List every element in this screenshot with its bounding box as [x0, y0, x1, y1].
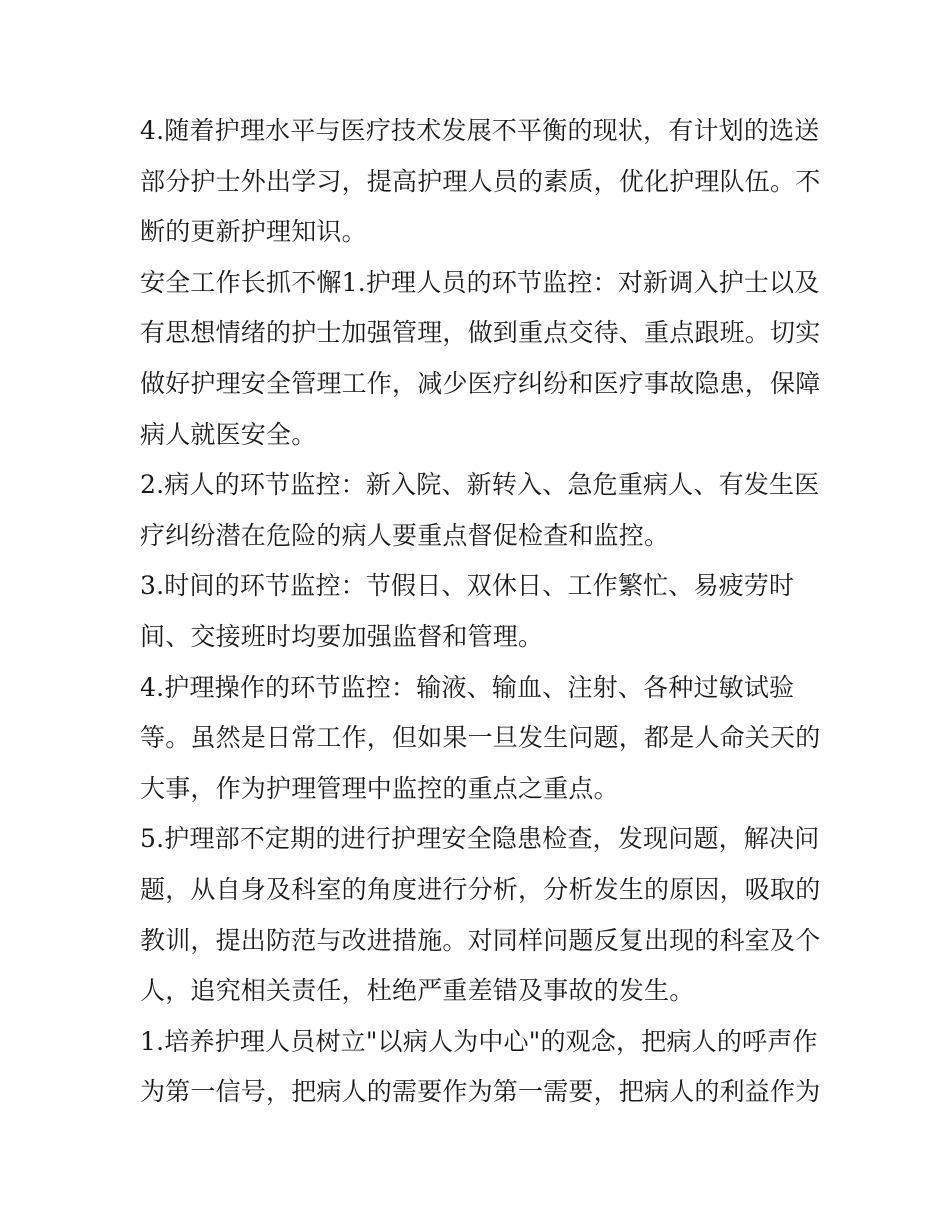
text-line: 大事，作为护理管理中监控的重点之重点。: [140, 773, 619, 803]
paragraph-safety-staff-monitoring: [140, 258, 830, 460]
text-line: 间、交接班时均要加强监督和管理。: [140, 621, 544, 651]
document-body: [140, 106, 830, 1118]
text-line: 有思想情绪的护士加强管理，做到重点交待、重点跟班。切实: [140, 318, 821, 348]
text-line: 题，从自身及科室的角度进行分析，分析发生的原因，吸取的: [140, 874, 821, 904]
text-line: 4.随着护理水平与医疗技术发展不平衡的现状，有计划的选送: [140, 116, 820, 145]
text-line: 部分护士外出学习，提高护理人员的素质，优化护理队伍。不: [140, 166, 821, 196]
text-line: 2.病人的环节监控：新入院、新转入、急危重病人、有发生医: [140, 470, 820, 500]
text-line: 4.护理操作的环节监控：输液、输血、注射、各种过敏试验: [140, 672, 795, 702]
paragraph-patient-centered: [140, 1017, 830, 1118]
text-line: 3.时间的环节监控：节假日、双休日、工作繁忙、易疲劳时: [140, 571, 795, 601]
paragraph-time-monitoring: [140, 561, 830, 662]
text-line: 做好护理安全管理工作，减少医疗纠纷和医疗事故隐患，保障: [140, 368, 821, 398]
text-line: 1.培养护理人员树立"以病人为中心"的观念，把病人的呼声作: [140, 1026, 818, 1056]
text-line: 安全工作长抓不懈1.护理人员的环节监控：对新调入护士以及: [140, 267, 820, 297]
paragraph-patient-monitoring: [140, 460, 830, 561]
text-line: 5.护理部不定期的进行护理安全隐患检查，发现问题，解决问: [140, 824, 820, 854]
paragraph-nurse-training: [140, 106, 830, 258]
text-line: 教训，提出防范与改进措施。对同样问题反复出现的科室及个: [140, 925, 821, 955]
text-line: 为第一信号，把病人的需要作为第一需要，把病人的利益作为: [140, 1077, 821, 1107]
text-line: 疗纠纷潜在危险的病人要重点督促检查和监控。: [140, 520, 670, 550]
text-line: 等。虽然是日常工作，但如果一旦发生问题，都是人命关天的: [140, 723, 821, 753]
paragraph-safety-inspection: [140, 814, 830, 1016]
text-line: 断的更新护理知识。: [140, 217, 367, 247]
text-line: 病人就医安全。: [140, 419, 317, 449]
text-line: 人，追究相关责任，杜绝严重差错及事故的发生。: [140, 976, 695, 1006]
paragraph-operation-monitoring: [140, 663, 830, 815]
